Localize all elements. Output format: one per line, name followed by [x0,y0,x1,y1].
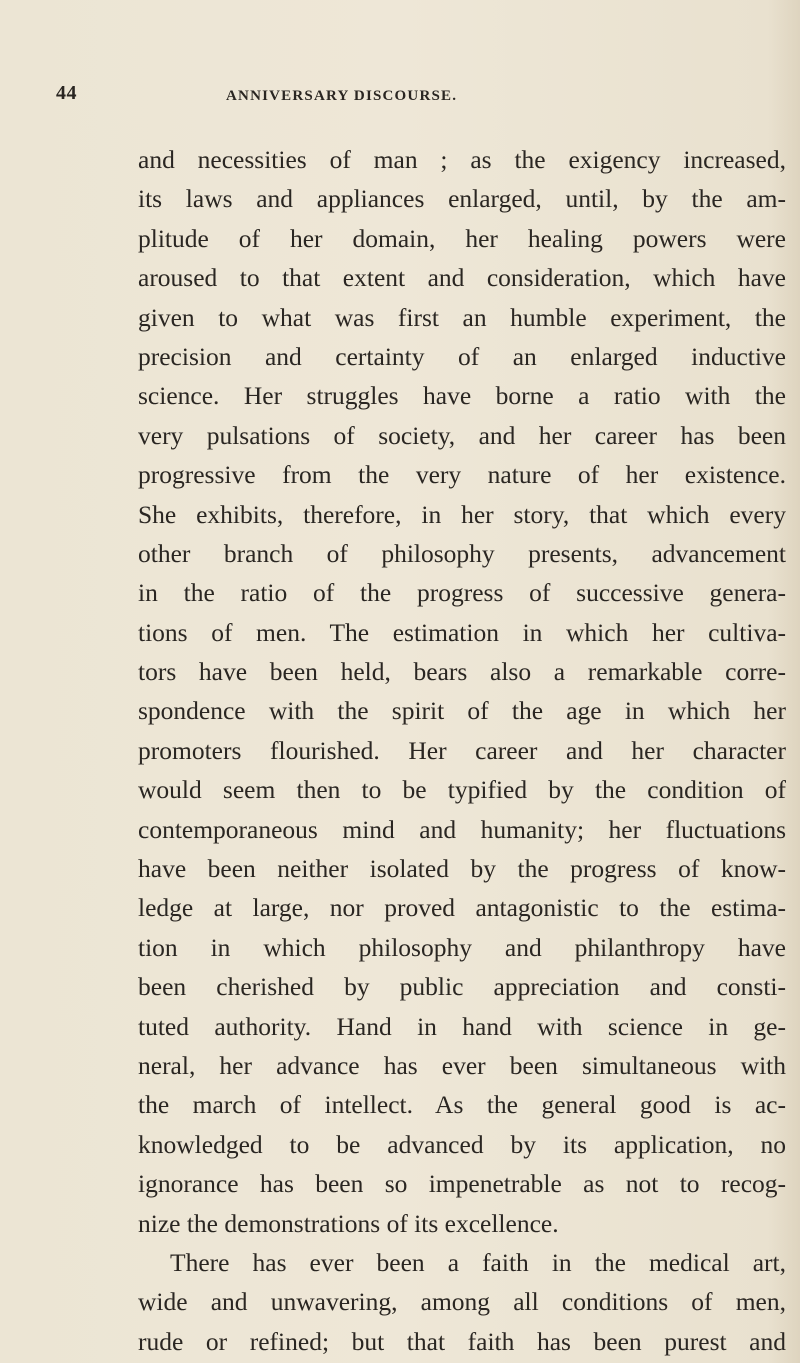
text-line: been cherished by public appreciation and consti- [138,972,786,1002]
text-line: She exhibits, therefore, in her story, that which every [138,499,786,529]
text-line: plitude of her domain, her healing powers were [138,223,786,253]
text-line-paragraph-start: There has ever been a faith in the medical art, [170,1247,786,1277]
text-line: rude or refined; but that faith has been purest and [138,1326,786,1356]
text-line: promoters flourished. Her career and her character [138,735,786,765]
text-line: contemporaneous mind and humanity; her fluctuations [138,814,786,844]
text-line: have been neither isolated by the progress of know- [138,854,786,884]
text-line: given to what was first an humble experiment, the [138,302,786,332]
text-line: would seem then to be typified by the condition of [138,775,786,805]
text-line: tuted authority. Hand in hand with science in ge- [138,1011,786,1041]
text-line: wide and unwavering, among all conditions of men, [138,1287,786,1317]
text-line: tion in which philosophy and philanthropy have [138,932,786,962]
page-header [0,82,800,112]
text-line: other branch of philosophy presents, advancement [138,538,786,568]
text-line: the march of intellect. As the general good is ac- [138,1090,786,1120]
text-line: tors have been held, bears also a remarkable corre- [138,657,786,687]
text-line: and necessities of man ; as the exigency increased, [138,145,786,174]
text-line: spondence with the spirit of the age in which her [138,696,786,726]
text-line: science. Her struggles have borne a ratio with the [138,381,786,411]
text-line: progressive from the very nature of her existence. [138,460,786,490]
text-line: in the ratio of the progress of successive genera- [138,578,786,608]
page-number: 44 [56,82,77,104]
text-line: knowledged to be advanced by its application, no [138,1129,786,1159]
text-line: very pulsations of society, and her career has been [138,420,786,450]
text-line: nize the demonstrations of its excellence. [138,1208,559,1238]
text-line: ledge at large, nor proved antagonistic to the estima- [138,893,786,923]
text-line: its laws and appliances enlarged, until, by the am- [138,184,786,214]
text-line: neral, her advance has ever been simultaneous with [138,1050,786,1080]
body-text [138,140,786,1361]
text-line: tions of men. The estimation in which her cultiva- [138,617,786,647]
text-line: precision and certainty of an enlarged inductive [138,341,786,371]
text-line: aroused to that extent and consideration, which have [138,263,786,293]
text-line: ignorance has been so impenetrable as not to recog- [138,1169,786,1199]
running-head: ANNIVERSARY DISCOURSE. [226,88,458,104]
